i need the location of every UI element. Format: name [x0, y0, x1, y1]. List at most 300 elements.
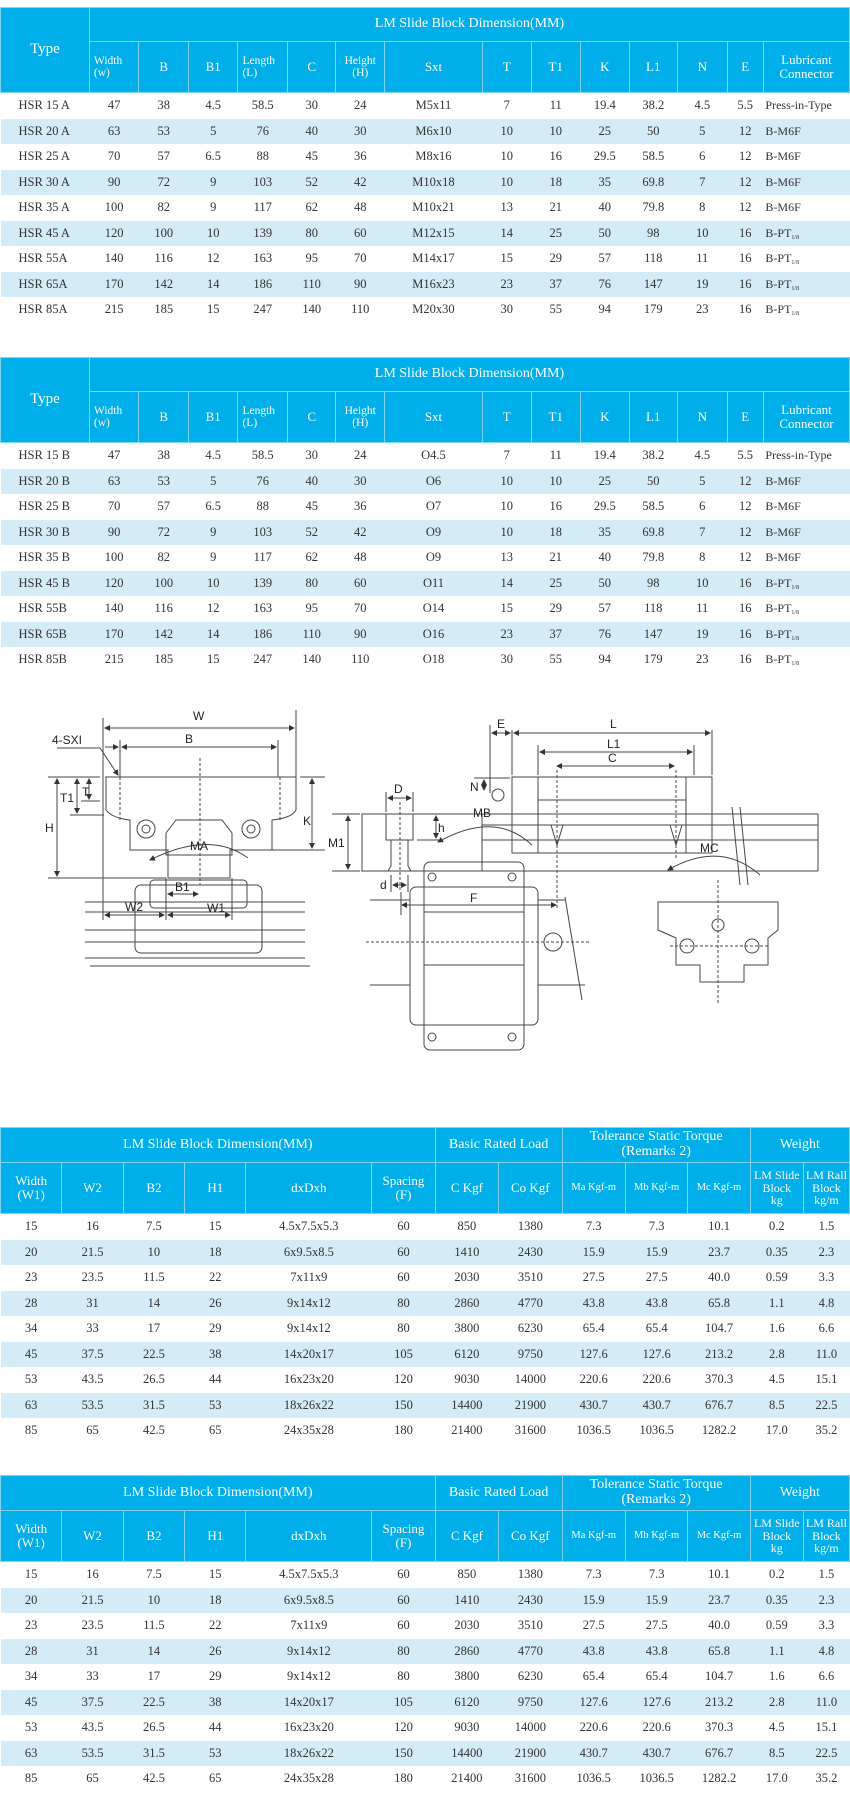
col-lubricant: Lubricant Connector — [763, 392, 849, 443]
table-cell: 1.1 — [750, 1291, 803, 1317]
table-cell: 52 — [287, 170, 336, 196]
hsr-a-dimension-table — [0, 7, 850, 323]
label-d-upper: D — [394, 782, 403, 796]
table-cell: 26 — [185, 1291, 246, 1317]
table-cell: 13 — [500, 200, 513, 215]
table-cell: 13 — [500, 550, 513, 565]
table-cell: 15.9 — [625, 1588, 687, 1614]
table-cell: 1036.5 — [639, 1771, 674, 1786]
table-cell: 2860 — [435, 1291, 498, 1317]
table-cell: 10 — [500, 149, 513, 164]
table-cell: 38 — [185, 1690, 246, 1716]
table-row — [1, 93, 850, 119]
table-cell: M20x30 — [412, 302, 455, 317]
label-k: K — [303, 814, 312, 828]
table-cell: 17.0 — [765, 1423, 788, 1438]
table-cell: 247 — [253, 652, 273, 667]
table-cell: 6.5 — [205, 149, 222, 164]
lubricant-cell — [763, 571, 849, 597]
table-cell: 676.7 — [688, 1393, 750, 1419]
table-cell: 43.8 — [625, 1639, 687, 1665]
lubricant-value: B-M6F — [765, 524, 801, 539]
table-cell: 79.8 — [642, 550, 665, 565]
table-cell: 31600 — [514, 1771, 546, 1786]
table-cell: 21 — [549, 200, 562, 215]
table-cell: 0.2 — [768, 1567, 785, 1582]
table-cell: 60 — [336, 221, 385, 247]
lubricant-value: B-M6F — [765, 149, 801, 164]
table-cell: 1036.5 — [639, 1423, 674, 1438]
table-cell: 5 — [188, 119, 238, 145]
label-mc: MC — [700, 841, 719, 855]
table-row — [1, 1265, 850, 1291]
table-cell: 43.8 — [625, 1291, 687, 1317]
table-cell: 147 — [629, 272, 678, 298]
group-dimension: LM Slide Block Dimension(MM) — [1, 1128, 436, 1163]
label-b1: B1 — [175, 880, 190, 894]
col-n: N — [678, 42, 728, 93]
rail-load-table-2 — [0, 1475, 850, 1792]
table-cell: 1.6 — [768, 1669, 785, 1684]
table-cell: 12 — [206, 251, 220, 266]
col-h1: H1 — [185, 1511, 246, 1562]
table-cell: 30 — [500, 652, 513, 667]
table-cell: 100 — [104, 550, 124, 565]
table-cell: 16x23x20 — [283, 1372, 334, 1387]
table-cell: 11 — [696, 601, 709, 616]
lubricant-value: Press-in-Type — [765, 98, 832, 113]
lubricant-cell — [763, 119, 849, 145]
col-e: E — [727, 392, 763, 443]
table-cell: 2.3 — [803, 1240, 849, 1266]
table-cell: 18x26x22 — [246, 1393, 372, 1419]
table-cell: 16 — [86, 1567, 99, 1582]
table-cell: 247 — [253, 302, 273, 317]
table-row — [1, 1562, 850, 1588]
table-cell: 105 — [372, 1342, 435, 1368]
table-cell: 37 — [531, 272, 581, 298]
table-cell: 40.0 — [708, 1270, 730, 1285]
table-cell: 29 — [549, 601, 562, 616]
table-row — [1, 520, 850, 546]
table-cell: 2430 — [499, 1240, 562, 1266]
table-cell: 37.5 — [62, 1342, 123, 1368]
table-cell: 65 — [86, 1771, 99, 1786]
table-cell: 57 — [157, 499, 170, 514]
table-cell: 42.5 — [142, 1423, 165, 1438]
table-cell: 36 — [353, 149, 367, 164]
table-cell: 7.5 — [146, 1219, 162, 1234]
table-cell: 0.35 — [750, 1588, 803, 1614]
table-cell: 6x9.5x8.5 — [246, 1588, 372, 1614]
col-rail-weight: LM Rall Block kg/m — [803, 1511, 849, 1562]
table-cell: 117 — [253, 200, 272, 215]
table-cell: 15 — [24, 1567, 38, 1582]
table-cell: 80 — [397, 1321, 410, 1336]
type-cell: HSR 45 B — [1, 571, 90, 597]
table-cell: O6 — [384, 469, 482, 495]
table-cell: 12 — [206, 601, 220, 616]
type-cell: HSR 30 B — [1, 520, 90, 546]
group-header: LM Slide Block Dimension(MM) — [89, 358, 849, 392]
table-cell: 29 — [549, 251, 562, 266]
table-row — [1, 170, 850, 196]
table-cell: 48 — [353, 200, 367, 215]
lubricant-value: B-PT — [765, 225, 792, 240]
table-cell: 142 — [139, 272, 189, 298]
table-cell: 103 — [238, 520, 288, 546]
label-b: B — [185, 732, 194, 746]
table-cell: 14 — [188, 622, 238, 648]
col-co-kgf: Co Kgf — [499, 1511, 562, 1562]
thread-size-subscript: 1/8 — [791, 635, 800, 642]
table-cell: 179 — [643, 652, 663, 667]
col-t: T — [483, 42, 532, 93]
col-t1: T1 — [531, 42, 581, 93]
table-cell: 1410 — [435, 1240, 498, 1266]
table-cell: 44 — [209, 1372, 222, 1387]
table-cell: 20 — [1, 1240, 62, 1266]
lubricant-value: Press-in-Type — [765, 448, 832, 463]
lubricant-cell — [763, 596, 849, 622]
table-cell: 16 — [727, 221, 763, 247]
table-cell: O9 — [384, 520, 482, 546]
table-cell: 30 — [336, 469, 385, 495]
table-cell: 58.5 — [642, 499, 665, 514]
table-cell: 65 — [209, 1771, 222, 1786]
type-cell: HSR 25 B — [18, 499, 70, 514]
table-cell: 16 — [738, 652, 752, 667]
table-cell: 23.7 — [688, 1240, 750, 1266]
table-cell: 53 — [185, 1741, 246, 1767]
col-b: B — [139, 392, 189, 443]
table-cell: 9 — [210, 200, 217, 215]
col-mc: Mc Kgf-m — [688, 1511, 750, 1562]
lubricant-value: B-PT — [765, 652, 792, 667]
table-cell: 142 — [139, 622, 189, 648]
table-cell: 215 — [104, 652, 124, 667]
type-cell: HSR 65A — [1, 272, 90, 298]
table-cell: 14x20x17 — [246, 1690, 372, 1716]
table-cell: 11 — [549, 448, 562, 463]
table-cell: 24 — [353, 448, 367, 463]
table-cell: 15.9 — [562, 1588, 625, 1614]
table-cell: 38 — [157, 98, 170, 113]
table-cell: 163 — [253, 251, 273, 266]
moment-mc-drawing — [658, 856, 778, 1005]
table-cell: 10.1 — [708, 1567, 730, 1582]
table-cell: 28 — [1, 1291, 62, 1317]
lubricant-cell — [763, 443, 849, 469]
col-l1: L1 — [629, 392, 678, 443]
table-cell: 100 — [139, 221, 189, 247]
table-cell: 47 — [107, 98, 121, 113]
table-cell: 15 — [209, 1567, 222, 1582]
table-cell: 4.5 — [768, 1372, 785, 1387]
table-cell: 22 — [209, 1618, 222, 1633]
table-cell: 37 — [531, 622, 581, 648]
table-cell: 8.5 — [750, 1393, 803, 1419]
type-cell: HSR 15 B — [18, 448, 70, 463]
group-header: LM Slide Block Dimension(MM) — [89, 8, 849, 42]
table-cell: 65.4 — [582, 1669, 605, 1684]
table-cell: 2030 — [454, 1618, 480, 1633]
table-cell: 213.2 — [688, 1342, 750, 1368]
col-length: Length (L) — [238, 42, 288, 93]
table-cell: 7.3 — [648, 1219, 665, 1234]
table-cell: 15 — [500, 251, 513, 266]
table-cell: 150 — [372, 1393, 435, 1419]
table-cell: 45 — [305, 499, 318, 514]
table-cell: 22.5 — [803, 1393, 849, 1419]
table-cell: 26.5 — [142, 1372, 165, 1387]
type-cell: HSR 45 A — [1, 221, 90, 247]
lubricant-value: B-PT — [765, 601, 792, 616]
table-cell: 43.5 — [81, 1372, 104, 1387]
col-dxdxh: dxDxh — [246, 1163, 372, 1214]
col-c: C — [287, 392, 336, 443]
table-cell: 10 — [188, 571, 238, 597]
group-dimension: LM Slide Block Dimension(MM) — [1, 1476, 436, 1511]
col-h1: H1 — [185, 1163, 246, 1214]
table-cell: 23.5 — [81, 1618, 104, 1633]
lubricant-value: B-M6F — [765, 473, 801, 488]
table-cell: 45 — [1, 1342, 62, 1368]
table-cell: 1036.5 — [576, 1771, 611, 1786]
table-cell: 120 — [89, 571, 139, 597]
table-cell: 430.7 — [625, 1741, 687, 1767]
table-cell: 30 — [305, 98, 318, 113]
col-k: K — [581, 42, 630, 93]
table-cell: 38.2 — [642, 98, 665, 113]
lubricant-cell — [763, 520, 849, 546]
group-static-torque: Tolerance Static Torque (Remarks 2) — [562, 1476, 750, 1511]
table-cell: 120 — [89, 221, 139, 247]
table-cell: 110 — [351, 302, 370, 317]
table-cell: 4770 — [499, 1291, 562, 1317]
col-mc: Mc Kgf-m — [688, 1163, 750, 1214]
table-cell: 15 — [24, 1219, 38, 1234]
table-cell: 29.5 — [593, 499, 616, 514]
group-basic-load: Basic Rated Load — [435, 1476, 562, 1511]
table-cell: 50 — [581, 221, 630, 247]
table-cell: 9750 — [499, 1342, 562, 1368]
table-cell: 88 — [256, 499, 269, 514]
col-c-kgf: C Kgf — [435, 1163, 498, 1214]
table-cell: 23.5 — [81, 1270, 104, 1285]
table-cell: 76 — [238, 469, 288, 495]
table-cell: 0.35 — [750, 1240, 803, 1266]
col-ma: Ma Kgf-m — [562, 1511, 625, 1562]
table-cell: 24x35x28 — [283, 1771, 334, 1786]
lubricant-cell — [763, 144, 849, 170]
table-cell: 76 — [238, 119, 288, 145]
table-cell: 140 — [104, 251, 124, 266]
lubricant-value: B-M6F — [765, 174, 801, 189]
table-cell: 185 — [154, 652, 174, 667]
table-cell: 170 — [89, 622, 139, 648]
table-cell: 14 — [483, 221, 532, 247]
table-cell: 50 — [629, 469, 678, 495]
table-row — [1, 1240, 850, 1266]
table-cell: 63 — [1, 1741, 62, 1767]
table-cell: 4770 — [499, 1639, 562, 1665]
type-cell: HSR 30 A — [1, 170, 90, 196]
col-co-kgf: Co Kgf — [499, 1163, 562, 1214]
table-cell: 21.5 — [62, 1588, 123, 1614]
label-mb: MB — [473, 806, 491, 820]
table-cell: 4.5 — [768, 1720, 785, 1735]
lubricant-cell — [763, 297, 849, 323]
table-cell: 21.5 — [62, 1240, 123, 1266]
label-ma: MA — [190, 839, 208, 853]
table-cell: 6.6 — [818, 1669, 835, 1684]
lubricant-cell — [763, 272, 849, 298]
table-cell: 7.3 — [648, 1567, 665, 1582]
table-cell: 220.6 — [642, 1372, 671, 1387]
type-header: Type — [1, 8, 90, 93]
table-cell: 6120 — [435, 1342, 498, 1368]
table-cell: 62 — [305, 550, 318, 565]
table-cell: 70 — [353, 601, 367, 616]
table-cell: 90 — [89, 170, 139, 196]
table-cell: 18 — [185, 1240, 246, 1266]
table-cell: 98 — [629, 221, 678, 247]
thread-size-subscript: 1/8 — [791, 661, 800, 668]
table-cell: 80 — [287, 571, 336, 597]
label-l1: L1 — [607, 737, 621, 751]
table-cell: 6x9.5x8.5 — [246, 1240, 372, 1266]
lubricant-cell — [763, 246, 849, 272]
table-cell: 27.5 — [645, 1270, 668, 1285]
table-cell: M8x16 — [415, 149, 452, 164]
table-cell: 21900 — [499, 1741, 562, 1767]
table-cell: 40 — [598, 550, 612, 565]
table-cell: 65.4 — [582, 1321, 605, 1336]
table-cell: 48 — [353, 550, 367, 565]
table-cell: 6 — [699, 499, 706, 514]
table-cell: 65.8 — [688, 1639, 750, 1665]
table-cell: 15 — [500, 601, 513, 616]
lubricant-value: B-M6F — [765, 550, 801, 565]
table-cell: 220.6 — [579, 1720, 608, 1735]
table-row — [1, 221, 850, 247]
col-ma: Ma Kgf-m — [562, 1163, 625, 1214]
table-cell: 180 — [394, 1771, 413, 1786]
table-cell: 25 — [581, 119, 630, 145]
table-cell: 17 — [147, 1321, 161, 1336]
table-cell: 33 — [86, 1321, 99, 1336]
table-cell: 186 — [238, 272, 288, 298]
table-cell: 69.8 — [629, 170, 678, 196]
table-cell: 10 — [483, 170, 532, 196]
table-cell: 60 — [397, 1567, 410, 1582]
table-cell: 24 — [353, 98, 367, 113]
table-cell: 7.3 — [585, 1219, 602, 1234]
table-cell: 25 — [581, 469, 630, 495]
table-cell: 18 — [531, 170, 581, 196]
table-cell: 30 — [336, 119, 385, 145]
table-cell: 7 — [503, 98, 510, 113]
type-cell: HSR 85B — [18, 652, 67, 667]
table-cell: 40 — [598, 200, 612, 215]
table-cell: 44 — [209, 1720, 222, 1735]
lubricant-value: B-PT — [765, 251, 792, 266]
lubricant-value: B-PT — [765, 575, 792, 590]
table-cell: 21400 — [451, 1771, 483, 1786]
table-cell: 12 — [727, 170, 763, 196]
table-cell: 55 — [549, 302, 562, 317]
table-cell: 25 — [531, 221, 581, 247]
col-width-w1: Width (W1) — [1, 1511, 62, 1562]
table-cell: 80 — [372, 1639, 435, 1665]
table-cell: O18 — [422, 652, 445, 667]
table-row — [1, 1766, 850, 1792]
col-b2: B2 — [123, 1163, 184, 1214]
table-cell: 25 — [531, 571, 581, 597]
table-cell: 1.1 — [750, 1639, 803, 1665]
table-cell: 110 — [287, 622, 336, 648]
table-cell: 35 — [581, 170, 630, 196]
table-cell: M5x11 — [415, 98, 452, 113]
table-cell: 430.7 — [562, 1393, 625, 1419]
table-cell: 4.5x7.5x5.3 — [279, 1219, 339, 1234]
table-row — [1, 596, 850, 622]
table-row — [1, 119, 850, 145]
table-cell: 100 — [139, 571, 189, 597]
table-cell: 70 — [353, 251, 367, 266]
table-cell: 23 — [696, 302, 709, 317]
hsr-b-dimension-table — [0, 357, 850, 673]
table-cell: 6.5 — [205, 499, 222, 514]
type-cell: HSR 55A — [18, 251, 68, 266]
thread-size-subscript: 1/8 — [791, 285, 800, 292]
table-cell: 4.5x7.5x5.3 — [279, 1567, 339, 1582]
table-cell: 63 — [1, 1393, 62, 1419]
table-cell: 4.5 — [205, 448, 222, 463]
table-cell: 16 — [86, 1219, 99, 1234]
table-cell: 6230 — [517, 1669, 543, 1684]
table-cell: 2.8 — [750, 1690, 803, 1716]
table-row — [1, 272, 850, 298]
table-cell: 21400 — [451, 1423, 483, 1438]
table-cell: 7x11x9 — [290, 1618, 328, 1633]
table-cell: 127.6 — [625, 1690, 687, 1716]
col-width: Width (w) — [89, 392, 139, 443]
table-cell: 2030 — [454, 1270, 480, 1285]
table-cell: 2.3 — [803, 1588, 849, 1614]
table-cell: 10 — [123, 1240, 184, 1266]
table-cell: 8.5 — [750, 1741, 803, 1767]
table-cell: M14x17 — [412, 251, 455, 266]
moment-mb-drawing — [366, 827, 590, 1050]
lubricant-value: B-PT — [765, 626, 792, 641]
table-cell: M12x15 — [384, 221, 482, 247]
table-cell: 16 — [727, 622, 763, 648]
table-cell: 10 — [678, 221, 728, 247]
table-cell: 31 — [62, 1639, 123, 1665]
table-cell: 55 — [549, 652, 562, 667]
table-cell: 9 — [188, 520, 238, 546]
table-cell: 53 — [139, 119, 189, 145]
table-cell: 82 — [157, 200, 170, 215]
table-cell: 90 — [336, 622, 385, 648]
table-cell: 53 — [24, 1720, 38, 1735]
table-cell: 95 — [305, 251, 318, 266]
label-w: W — [193, 709, 205, 723]
table-cell: 34 — [24, 1321, 38, 1336]
table-cell: 5.5 — [737, 448, 754, 463]
